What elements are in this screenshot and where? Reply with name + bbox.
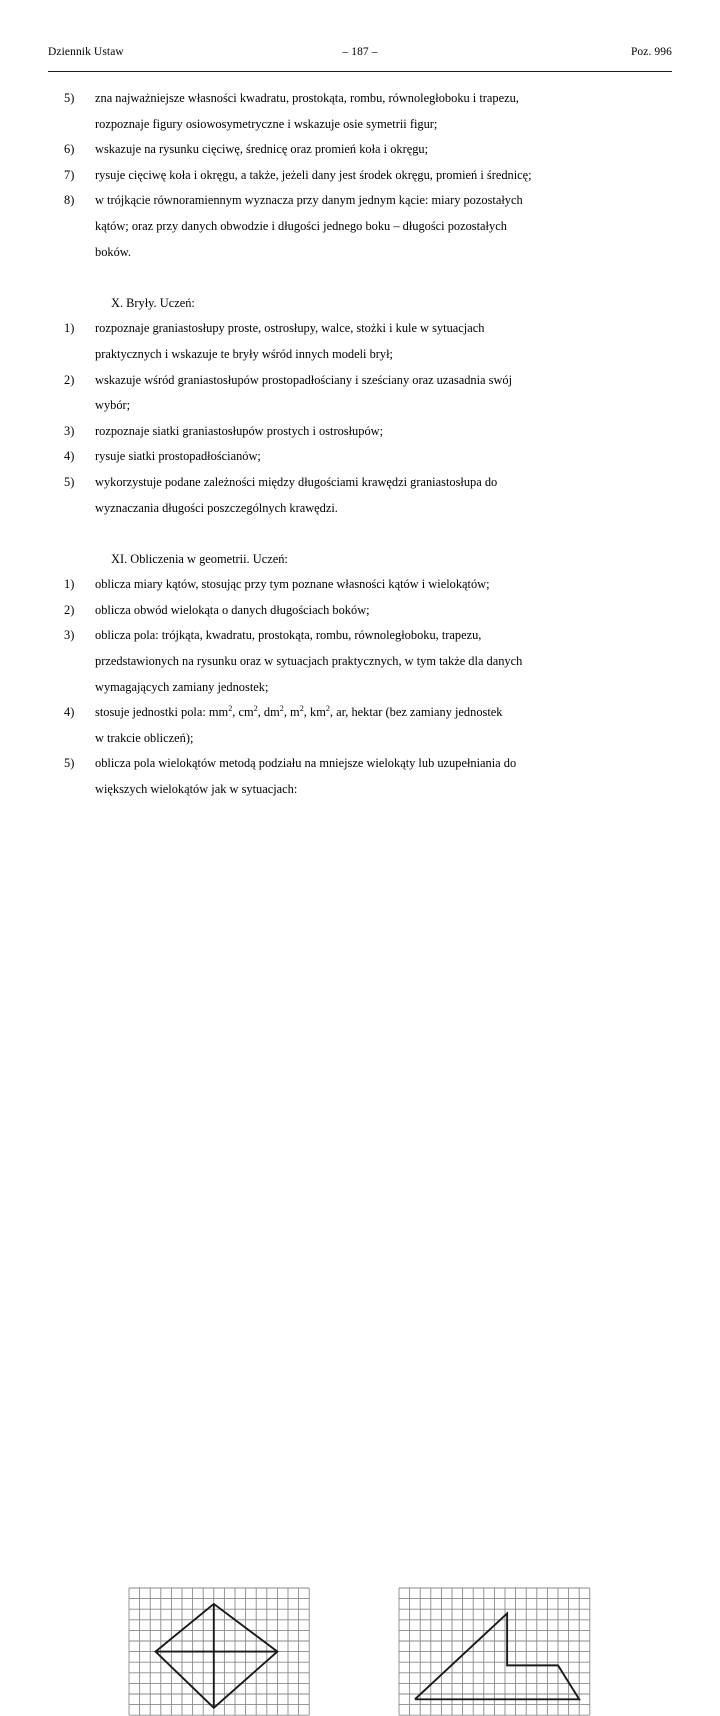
list-item-number: 6): [64, 142, 75, 157]
figure-rhombus: [128, 1587, 310, 1716]
list-item: [48, 700, 672, 751]
list-item: [48, 598, 672, 624]
figures-row: [0, 790, 720, 940]
list-item-line: wskazuje na rysunku cięciwę, średnicę oraz promień koła i okręgu;: [95, 142, 429, 157]
list-item: [48, 444, 672, 470]
list-item-number: 3): [64, 628, 75, 643]
list-item: [48, 470, 672, 521]
grid-lines: [399, 1588, 590, 1715]
list-item-line: oblicza pola: trójkąta, kwadratu, prostokąta, rombu, równoległoboku, trapezu,: [95, 628, 482, 643]
composite-polygon-on-grid: [398, 1587, 591, 1716]
section-gap: [48, 521, 672, 547]
list-item-line: praktycznych i wskazuje te bryły wśród innych modeli brył;: [95, 346, 393, 361]
list-item-number: 5): [64, 756, 75, 771]
list-item-line: oblicza obwód wielokąta o danych długościach boków;: [95, 602, 370, 617]
list-item-number: 7): [64, 167, 75, 182]
list-item-text: [95, 623, 672, 700]
list-item-number: 8): [64, 193, 75, 208]
list-item-number: 2): [64, 372, 75, 387]
list-item-text: [95, 419, 672, 445]
list-item-number: 1): [64, 321, 75, 336]
list-item-line: wykorzystuje podane zależności między długościami krawędzi graniastosłupa do: [95, 474, 498, 489]
list-item-text: [95, 700, 672, 751]
figure-polygon: [398, 1587, 591, 1716]
list-item-line: stosuje jednostki pola: $mm^2$, $cm^2$, $dm^2$, $m^2$, $km^2$, ar, hektar (bez zamiany jednostek: [95, 704, 503, 720]
section-gap: [48, 265, 672, 291]
list-item-text: [95, 444, 672, 470]
list-item-line: przedstawionych na rysunku oraz w sytuacjach praktycznych, w tym także dla danych: [95, 654, 523, 669]
header-page-number: – 187 –: [342, 46, 378, 58]
list-item-line: oblicza miary kątów, stosując przy tym poznane własności kątów i wielokątów;: [95, 577, 490, 592]
list-item: [48, 188, 672, 265]
list-item-line: wybór;: [95, 398, 131, 413]
list-item-number: 4): [64, 449, 75, 464]
list-item-line: rysuje cięciwę koła i okręgu, a także, jeżeli dany jest środek okręgu, promień i średnicę;: [95, 167, 532, 182]
rhombus-with-diagonals-on-grid: [128, 1587, 310, 1716]
list-item-line: kątów; oraz przy danych obwodzie i długości jednego boku – długości pozostałych: [95, 218, 507, 233]
list-item-text: [95, 598, 672, 624]
list-item-line: zna najważniejsze własności kwadratu, prostokąta, rombu, równoległoboku i trapezu,: [95, 91, 519, 105]
list-item: [48, 368, 672, 419]
list-item-number: 2): [64, 602, 75, 617]
list-item-line: wymagających zamiany jednostek;: [95, 679, 269, 694]
page-header: [48, 46, 672, 72]
list-item-number: 5): [64, 91, 75, 105]
list-item-text: [95, 86, 672, 137]
section-heading: XI. Obliczenia w geometrii. Uczeń:: [111, 551, 288, 566]
list-item-text: [95, 137, 672, 163]
list-item-line: oblicza pola wielokątów metodą podziału na mniejsze wielokąty lub uzupełniania do: [95, 756, 517, 771]
list-item-line: większych wielokątów jak w sytuacjach:: [95, 782, 298, 797]
list-item: [48, 419, 672, 445]
header-journal-title: Dziennik Ustaw: [48, 46, 124, 58]
section-heading: X. Bryły. Uczeń:: [111, 295, 195, 310]
list-item-text: [95, 316, 672, 367]
list-item-line: wskazuje wśród graniastosłupów prostopadłościany i sześciany oraz uzasadnia swój: [95, 372, 513, 387]
list-item-text: [95, 368, 672, 419]
list-item-line: rozpoznaje graniastosłupy proste, ostrosłupy, walce, stożki i kule w sytuacjach: [95, 321, 485, 336]
list-item-line: rozpoznaje figury osiowosymetryczne i wskazuje osie symetrii figur;: [95, 116, 438, 131]
list-item-number: 4): [64, 705, 75, 720]
list-item-line: wyznaczania długości poszczególnych krawędzi.: [95, 500, 338, 515]
list-item-text: [95, 572, 672, 598]
list-item: [48, 623, 672, 700]
list-item-text: [95, 163, 672, 189]
list-item-text: [95, 188, 672, 265]
list-item: [48, 86, 672, 137]
list-item-line: boków.: [95, 244, 132, 259]
header-item-number: Poz. 996: [630, 46, 672, 58]
list-item-number: 3): [64, 423, 75, 438]
list-item: [48, 572, 672, 598]
list-item: [48, 316, 672, 367]
list-item-number: 1): [64, 577, 75, 592]
shape-outline: [415, 1613, 579, 1699]
list-item-number: 5): [64, 474, 75, 489]
document-body: [48, 86, 672, 803]
list-item-line: w trakcie obliczeń);: [95, 730, 194, 745]
list-item-line: w trójkącie równoramiennym wyznacza przy danym jednym kącie: miary pozostałych: [95, 193, 523, 208]
list-item-line: rozpoznaje siatki graniastosłupów prostych i ostrosłupów;: [95, 423, 384, 438]
list-item: [48, 137, 672, 163]
list-item-text: [95, 470, 672, 521]
list-item-line: rysuje siatki prostopadłościanów;: [95, 449, 261, 464]
list-item: [48, 163, 672, 189]
